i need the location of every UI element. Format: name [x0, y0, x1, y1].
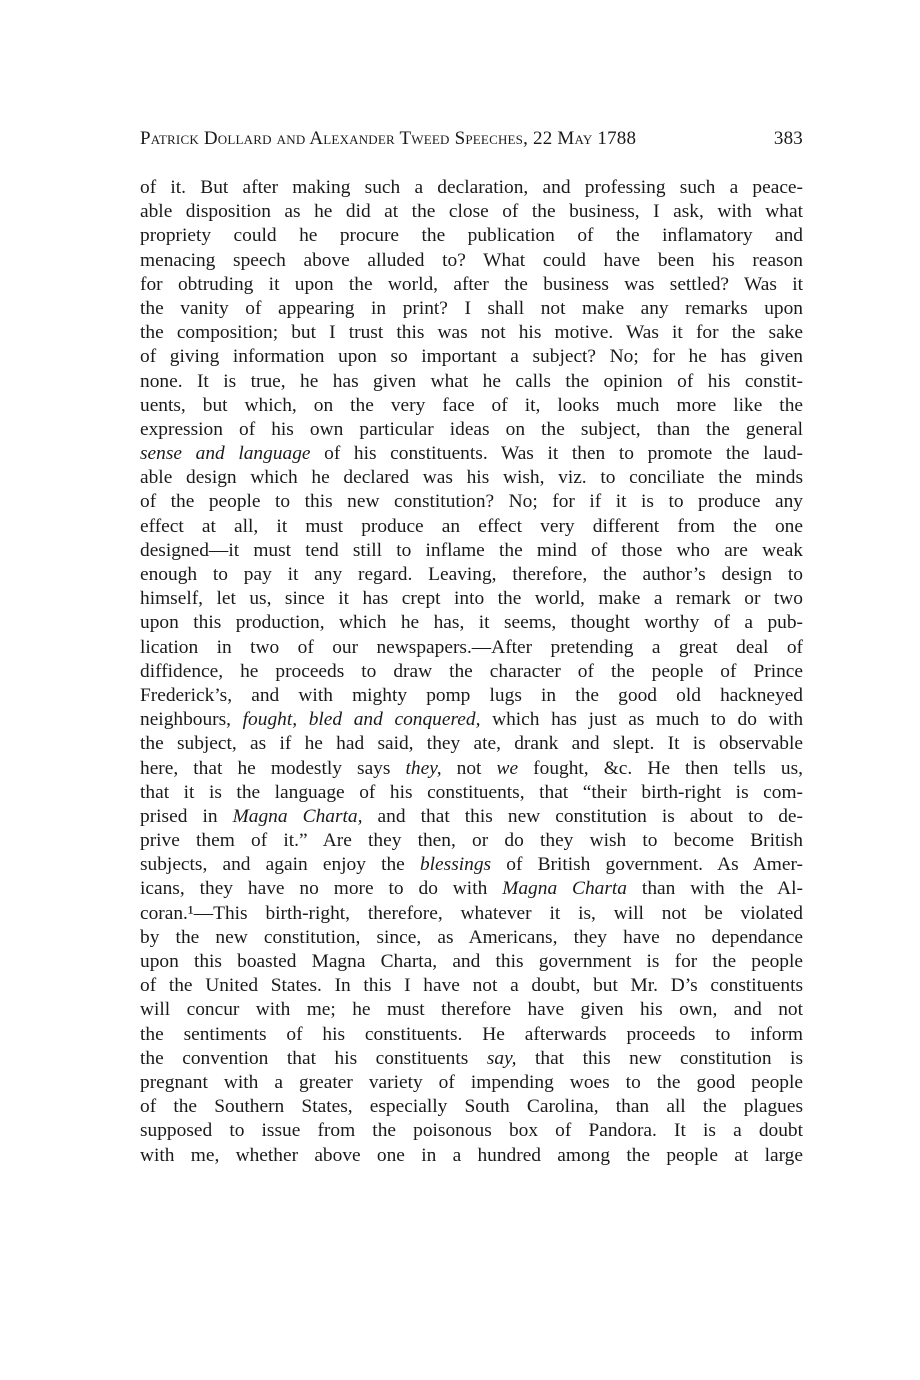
text-segment: fought, &c. He then tells us, — [518, 757, 803, 779]
body-text — [140, 176, 803, 1168]
text-segment: the convention that his constituents — [140, 1047, 487, 1069]
text-line — [140, 853, 803, 877]
text-line: of it. But after making such a declaration, and professing such a peace- — [140, 177, 803, 198]
running-head — [140, 128, 803, 158]
italic-phrase: sense and language — [140, 443, 311, 465]
text-line — [140, 757, 803, 781]
text-segment: here, that he modestly says — [140, 757, 406, 779]
text-line: the composition; but I trust this was not his motive. Was it for the sake — [140, 322, 803, 344]
text-segment: that this new constitution is — [516, 1047, 803, 1069]
italic-phrase: say, — [486, 1047, 517, 1069]
text-line: expression of his own particular ideas on the subject, than the general — [140, 418, 803, 440]
text-segment: of his constituents. Was it then to promote the laud- — [310, 443, 803, 465]
text-line — [140, 877, 803, 901]
text-segment: prised in — [140, 805, 233, 827]
text-line: diffidence, he proceeds to draw the character of the people of Prince — [140, 660, 803, 682]
text-segment: and that this new constitution is about to de- — [362, 805, 803, 827]
text-line — [140, 805, 803, 829]
text-line — [140, 1047, 803, 1071]
text-line: upon this production, which he has, it seems, thought worthy of a pub- — [140, 612, 803, 634]
text-line: the subject, as if he had said, they ate, drank and slept. It is observable — [140, 733, 803, 755]
text-segment: subjects, and again enjoy the — [140, 854, 420, 876]
italic-phrase: blessings — [419, 854, 492, 876]
text-line — [140, 442, 803, 466]
italic-phrase: they, — [405, 757, 442, 779]
text-line: pregnant with a greater variety of impending woes to the good people — [140, 1071, 803, 1093]
text-line: enough to pay it any regard. Leaving, therefore, the author’s design to — [140, 564, 803, 585]
text-line: for obtruding it upon the world, after the business was settled? Was it — [140, 273, 803, 295]
text-segment: neighbours, — [140, 709, 243, 731]
text-line: the vanity of appearing in print? I shall not make any remarks upon — [140, 297, 803, 319]
text-line: supposed to issue from the poisonous box of Pandora. It is a doubt — [140, 1120, 803, 1142]
text-line: uents, but which, on the very face of it, looks much more like the — [140, 394, 803, 416]
text-line: designed—it must tend still to inflame the mind of those who are weak — [140, 539, 803, 561]
text-line: of the people to this new constitution? No; for if it is to produce any — [140, 491, 803, 513]
text-line — [140, 708, 803, 732]
italic-phrase: we — [496, 757, 519, 779]
text-line: coran.¹—This birth-right, therefore, whatever it is, will not be violated — [140, 902, 803, 924]
text-line: menacing speech above alluded to? What could have been his reason — [140, 249, 803, 271]
text-line: propriety could he procure the publication of the inflamatory and — [140, 225, 803, 247]
page-number: 383 — [773, 128, 803, 149]
text-line: able disposition as he did at the close of the business, I ask, with what — [140, 201, 803, 223]
text-line: none. It is true, he has given what he calls the opinion of his constit- — [140, 370, 803, 392]
running-title: Patrick Dollard and Alexander Tweed Speeches, 22 May 1788 — [140, 128, 637, 149]
italic-phrase: Magna Charta, — [232, 805, 363, 827]
text-line: lication in two of our newspapers.—After pretending a great deal of — [140, 636, 803, 658]
text-segment: not — [441, 757, 497, 779]
text-line: upon this boasted Magna Charta, and this government is for the people — [140, 951, 803, 972]
text-line: the sentiments of his constituents. He afterwards proceeds to inform — [140, 1023, 803, 1045]
italic-phrase: Magna Charta — [502, 878, 628, 900]
text-segment: icans, they have no more to do with — [140, 878, 503, 900]
text-line: of the United States. In this I have not a doubt, but Mr. D’s constituents — [140, 975, 803, 997]
text-line: of giving information upon so important a subject? No; for he has given — [140, 346, 803, 368]
text-line: will concur with me; he must therefore have given his own, and not — [140, 999, 803, 1021]
text-segment: which has just as much to do with — [480, 709, 804, 731]
text-line: able design which he declared was his wish, viz. to conciliate the minds — [140, 467, 803, 489]
text-line: of the Southern States, especially South Carolina, than all the plagues — [140, 1096, 803, 1118]
text-line: with me, whether above one in a hundred among the people at large — [140, 1144, 803, 1166]
text-line: by the new constitution, since, as Americans, they have no dependance — [140, 926, 803, 948]
document-page — [140, 128, 803, 1168]
italic-phrase: fought, bled and conquered, — [242, 709, 481, 731]
text-line: effect at all, it must produce an effect very different from the one — [140, 515, 803, 537]
text-line: that it is the language of his constituents, that “their birth-right is com- — [140, 781, 803, 803]
text-segment: than with the Al- — [627, 878, 804, 900]
text-line: prive them of it.” Are they then, or do they wish to become British — [140, 830, 803, 852]
text-line: Frederick’s, and with mighty pomp lugs in the good old hackneyed — [140, 684, 803, 706]
text-line: himself, let us, since it has crept into the world, make a remark or two — [140, 588, 803, 610]
text-segment: of British government. As Amer- — [491, 854, 803, 876]
